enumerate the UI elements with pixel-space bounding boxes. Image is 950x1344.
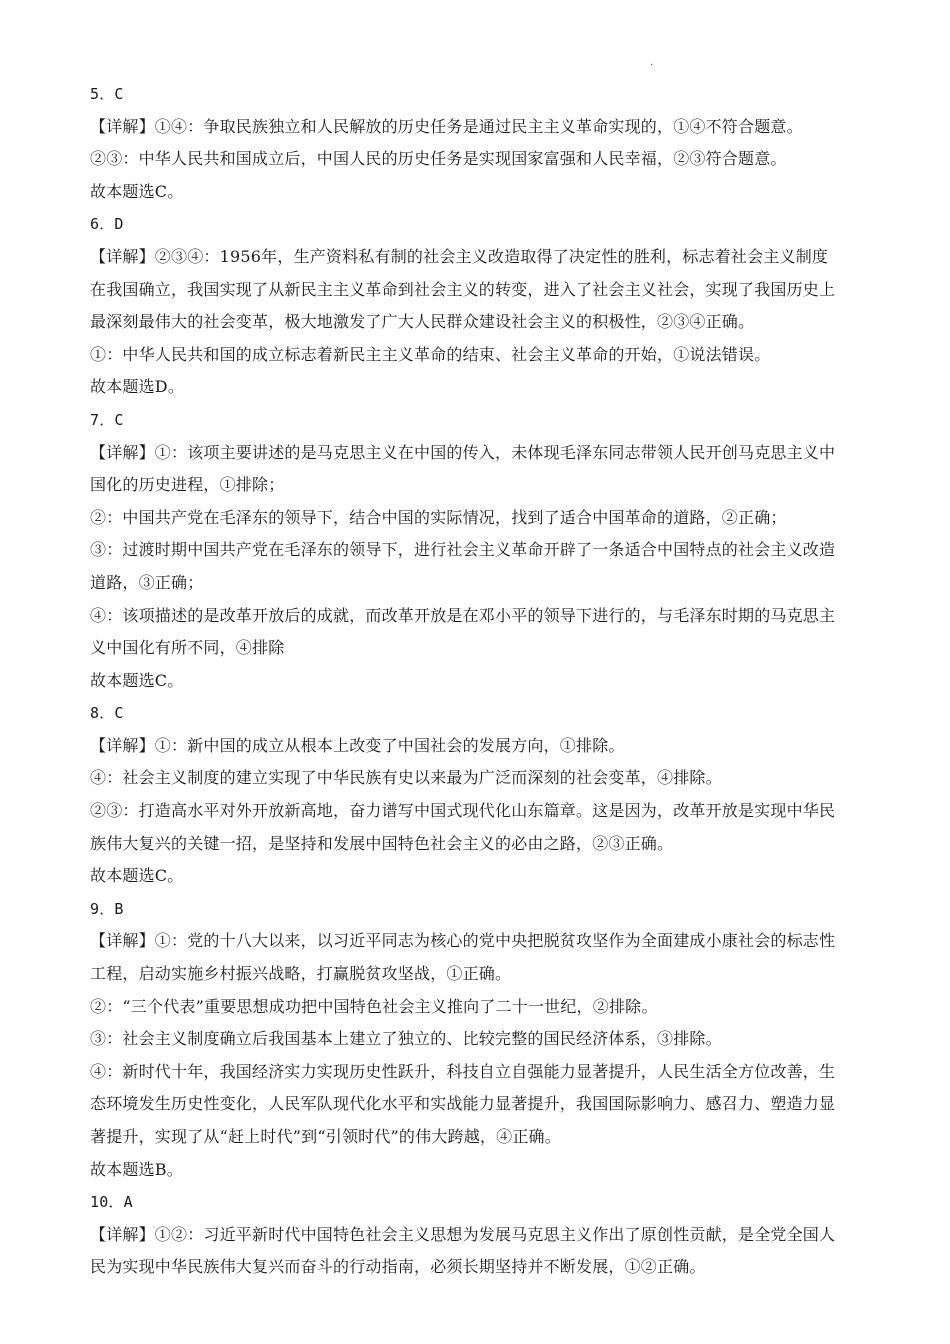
explanation-line: 道路，③正确； — [90, 572, 204, 592]
explanation-line: ④：社会主义制度的建立实现了中华民族有史以来最为广泛而深刻的社会变革，④排除。 — [90, 768, 722, 788]
explanation-line: ②：“三个代表”重要思想成功把中国特色社会主义推向了二十一世纪，②排除。 — [90, 996, 658, 1016]
explanation-line: 著提升，实现了从“赶上时代”到“引领时代”的伟大跨越，④正确。 — [90, 1127, 561, 1146]
explanation-line: 故本题选C。 — [90, 181, 184, 201]
explanation-line: ③：过渡时期中国共产党在毛泽东的领导下，进行社会主义革命开辟了一条适合中国特点的社会主义改造 — [90, 540, 836, 560]
answer-label: 6．D — [90, 215, 124, 234]
answer-label: 7．C — [90, 410, 124, 429]
explanation-line: ④：新时代十年，我国经济实力实现历史性跃升，科技自立自强能力显著提升，人民生活全方位改善，生 — [90, 1061, 836, 1081]
explanation-line: ②：中国共产党在毛泽东的领导下，结合中国的实际情况，找到了适合中国革命的道路，②正确； — [90, 507, 787, 527]
explanation-line: 故本题选B。 — [90, 1159, 183, 1179]
explanation-line: ③：社会主义制度确立后我国基本上建立了独立的、比较完整的国民经济体系，③排除。 — [90, 1029, 722, 1049]
explanation-line: 最深刻最伟大的社会变革，极大地激发了广大人民群众建设社会主义的积极性，②③④正确。 — [90, 312, 755, 332]
explanation-line: 【详解】①：该项主要讲述的是马克思主义在中国的传入，未体现毛泽东同志带领人民开创马克思主义中 — [90, 442, 836, 462]
answer-explanations — [90, 78, 865, 1284]
explanation-line: 【详解】①：党的十八大以来，以习近平同志为核心的党中央把脱贫攻坚作为全面建成小康社会的标志性 — [90, 931, 836, 951]
explanation-line: ②③：打造高水平对外开放新高地，奋力谱写中国式现代化山东篇章。这是因为，改革开放是实现中华民 — [90, 801, 836, 821]
answer-label: 8．C — [90, 704, 124, 723]
explanation-line: ①：中华人民共和国的成立标志着新民主主义革命的结束、社会主义革命的开始，①说法错误。 — [90, 344, 771, 364]
explanation-line: ②③：中华人民共和国成立后，中国人民的历史任务是实现国家富强和人民幸福，②③符合题意。 — [90, 149, 787, 169]
header-mark: · — [650, 60, 654, 71]
answer-label: 9．B — [90, 899, 124, 918]
explanation-line: 故本题选D。 — [90, 377, 185, 397]
explanation-line: 态环境发生历史性变化，人民军队现代化水平和实战能力显著提升，我国国际影响力、感召力、塑造力显 — [90, 1094, 836, 1114]
explanation-line: ④：该项描述的是改革开放后的成就，而改革开放是在邓小平的领导下进行的，与毛泽东时期的马克思主 — [90, 605, 836, 625]
explanation-line: 故本题选C。 — [90, 866, 184, 886]
answer-label: 10．A — [90, 1193, 133, 1212]
explanation-line: 在我国确立，我国实现了从新民主主义革命到社会主义的转变，进入了社会主义社会，实现了我国历史上 — [90, 279, 836, 299]
explanation-line: 【详解】②③④：1956年，生产资料私有制的社会主义改造取得了决定性的胜利，标志着社会主义制度 — [90, 246, 829, 266]
explanation-line: 族伟大复兴的关键一招，是坚持和发展中国特色社会主义的必由之路，②③正确。 — [90, 833, 674, 853]
explanation-line: 【详解】①④：争取民族独立和人民解放的历史任务是通过民主主义革命实现的，①④不符合题意。 — [90, 116, 803, 136]
answer-label: 5．C — [90, 85, 124, 103]
explanation-line: 【详解】①：新中国的成立从根本上改变了中国社会的发展方向，①排除。 — [90, 735, 625, 755]
explanation-line: 【详解】①②：习近平新时代中国特色社会主义思想为发展马克思主义作出了原创性贡献，是全党全国人 — [90, 1224, 836, 1244]
explanation-line: 国化的历史进程，①排除； — [90, 475, 285, 495]
explanation-line: 民为实现中华民族伟大复兴而奋斗的行动指南，必须长期坚持并不断发展，①②正确。 — [90, 1257, 706, 1277]
explanation-line: 工程，启动实施乡村振兴战略，打赢脱贫攻坚战，①正确。 — [90, 964, 512, 984]
explanation-line: 故本题选C。 — [90, 670, 184, 690]
explanation-line: 义中国化有所不同，④排除 — [90, 638, 285, 658]
